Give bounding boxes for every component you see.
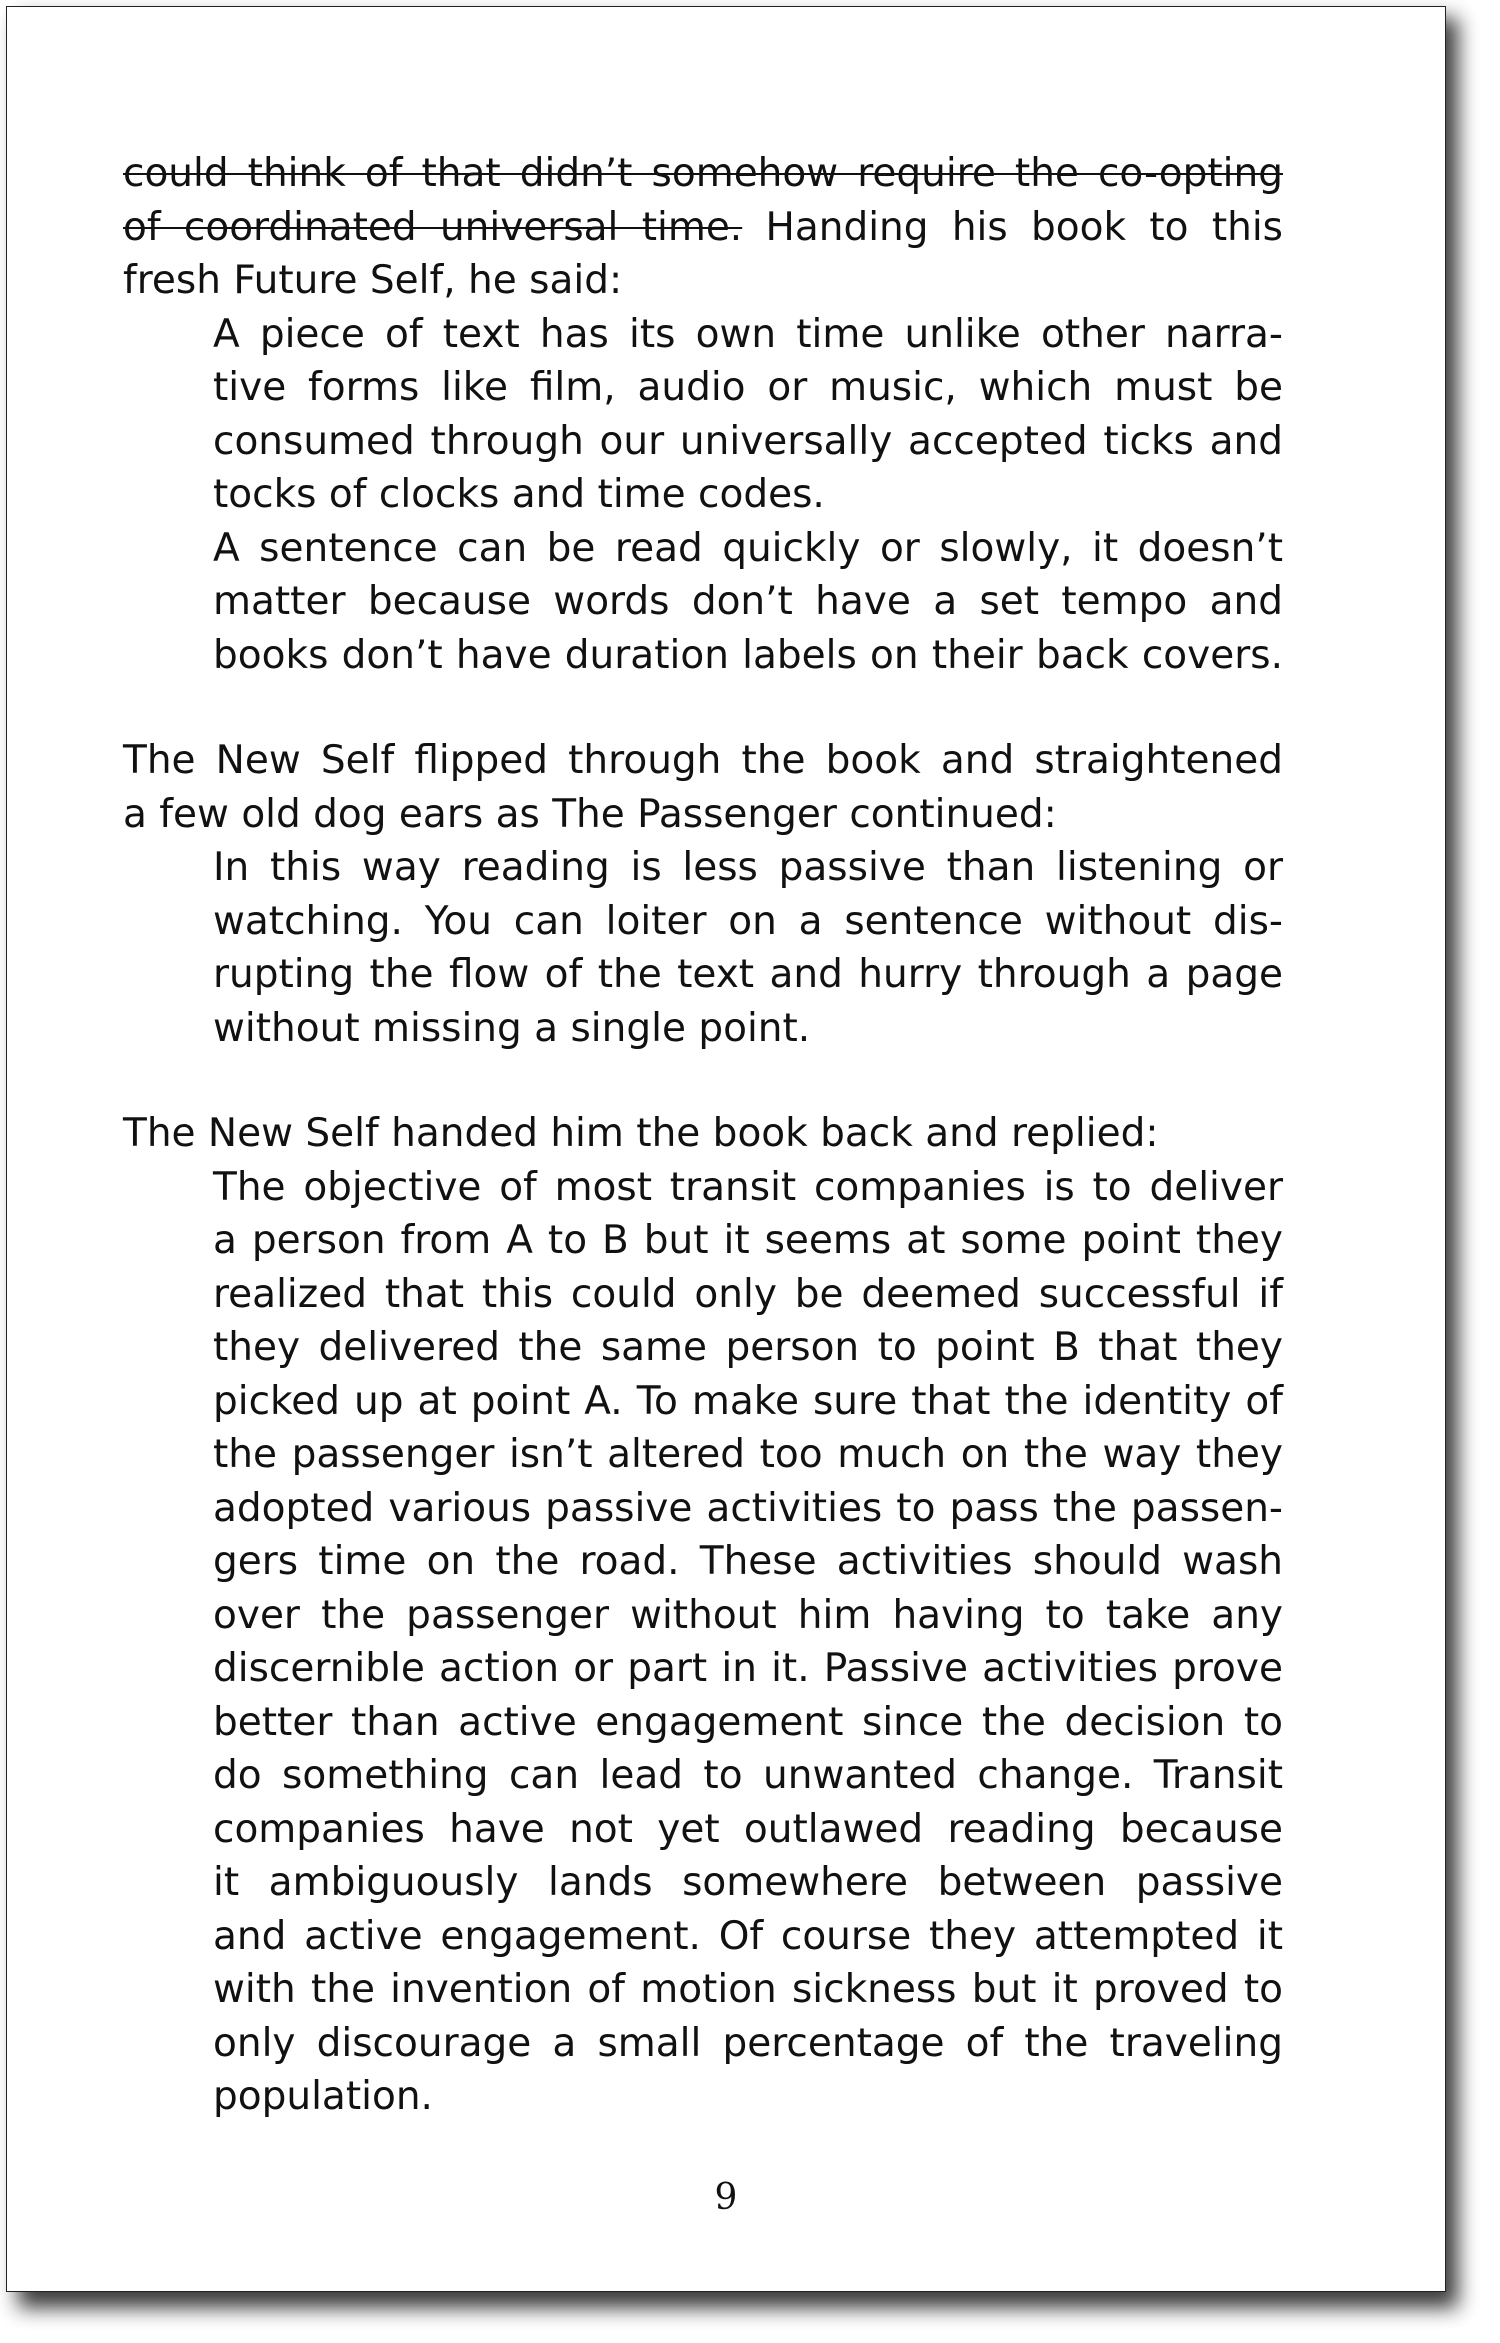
quote-line: realized that this could only be deemed successful if <box>213 1271 1283 1317</box>
book-page <box>6 6 1446 2292</box>
paragraph-gap <box>123 1055 1283 1107</box>
quote-line: In this way reading is less passive than listening or <box>213 845 1283 890</box>
quote-line: companies have not yet outlawed reading because <box>213 1806 1283 1852</box>
body-line: The New Self handed him the book back and replied: <box>123 1111 1159 1156</box>
quote-line: rupting the flow of the text and hurry through a page <box>213 952 1283 997</box>
quote-line: with the invention of motion sickness but it proved to <box>213 1967 1283 2012</box>
quote-line: picked up at point A. To make sure that the identity of <box>213 1378 1283 1424</box>
quote-block <box>123 308 1283 522</box>
quote-line: matter because words don’t have a set tempo and <box>213 579 1283 624</box>
quote-line: only discourage a small percentage of the traveling <box>213 2020 1283 2066</box>
body-text: fresh Future Self, he said: <box>123 258 623 303</box>
body-text: Handing his book to this <box>742 204 1283 250</box>
struck-text: of coordinated universal time. <box>123 204 743 250</box>
body-line: a few old dog ears as The Passenger continued: <box>123 791 1057 837</box>
quote-line: watching. You can loiter on a sentence without dis- <box>213 898 1283 944</box>
quote-block <box>123 522 1283 683</box>
quote-line: tive forms like film, audio or music, which must be <box>213 365 1283 410</box>
page-number: 9 <box>714 2177 738 2218</box>
quote-line: population. <box>213 2074 433 2119</box>
paragraph-gap <box>123 682 1283 734</box>
quote-line: and active engagement. Of course they attempted it <box>213 1913 1283 1959</box>
body-line <box>123 201 1283 255</box>
quote-line: tocks of clocks and time codes. <box>213 472 825 517</box>
body-line <box>123 254 1283 308</box>
quote-line: the passenger isn’t altered too much on the way they <box>213 1432 1283 1477</box>
quote-line: A sentence can be read quickly or slowly, it doesn’t <box>213 525 1283 571</box>
quote-line: gers time on the road. These activities should wash <box>213 1539 1283 1584</box>
body-line <box>123 147 1283 201</box>
quote-line: better than active engagement since the decision to <box>213 1699 1283 1745</box>
quote-line: they delivered the same person to point B that they <box>213 1325 1283 1370</box>
quote-block <box>123 1161 1283 2124</box>
quote-line: do something can lead to unwanted change. Transit <box>213 1753 1283 1798</box>
quote-line: it ambiguously lands somewhere between passive <box>213 1860 1283 1905</box>
quote-line: The objective of most transit companies is to deliver <box>213 1164 1283 1210</box>
quote-line: over the passenger without him having to take any <box>213 1592 1283 1638</box>
quote-line: adopted various passive activities to pass the passen- <box>213 1485 1283 1531</box>
quote-block <box>123 841 1283 1055</box>
struck-text: could think of that didn’t somehow require the co-opting <box>123 151 1283 196</box>
quote-line: discernible action or part in it. Passive activities prove <box>213 1646 1283 1691</box>
quote-line: a person from A to B but it seems at some point they <box>213 1218 1283 1263</box>
page-body <box>123 147 1283 2124</box>
quote-line: without missing a single point. <box>213 1005 811 1051</box>
quote-line: books don’t have duration labels on their back covers. <box>213 632 1283 678</box>
quote-line: consumed through our universally accepted ticks and <box>213 418 1283 464</box>
body-line: The New Self flipped through the book and straightened <box>123 738 1283 783</box>
quote-line: A piece of text has its own time unlike other narra- <box>213 311 1283 357</box>
